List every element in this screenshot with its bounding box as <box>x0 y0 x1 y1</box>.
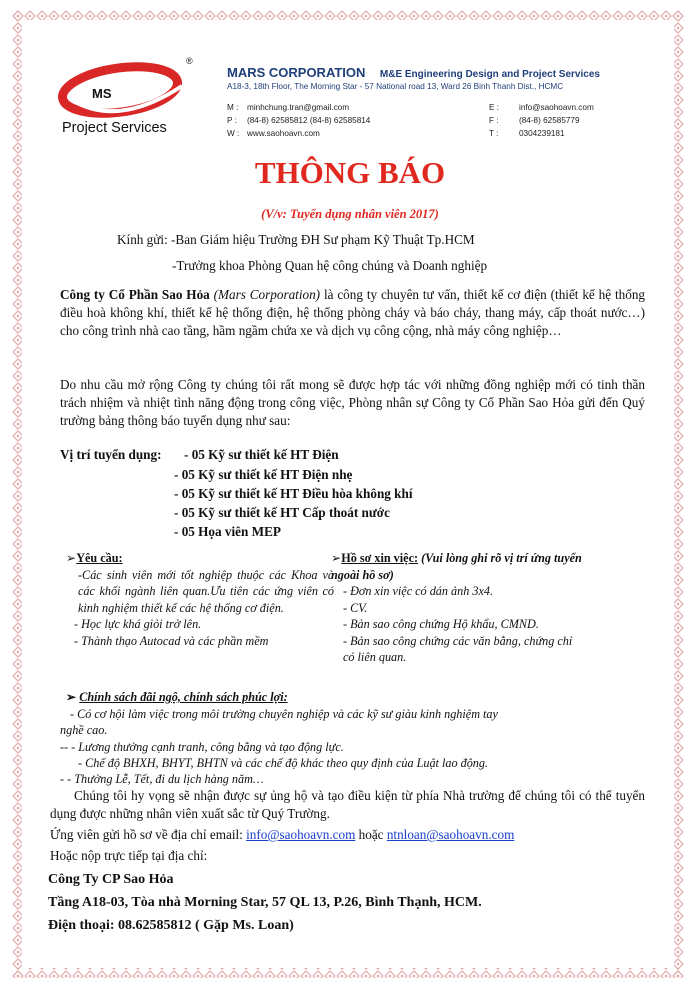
greeting-line-1: Kính gửi: -Ban Giám hiệu Trường ĐH Sư phạm Kỹ Thuật Tp.HCM <box>117 232 475 247</box>
position-item: - 05 Kỹ sư thiết kế HT Điện <box>184 447 339 462</box>
intro-company-en: (Mars Corporation) <box>209 287 321 302</box>
arrow-bullet-icon: ➢ <box>331 551 342 565</box>
company-subtitle: M&E Engineering Design and Project Services <box>379 69 600 80</box>
company-logo <box>58 56 198 142</box>
email-line: Ứng viên gửi hồ sơ về địa chỉ email: info@saohoavn.com hoặc ntnloan@saohoavn.com <box>50 827 515 842</box>
intro-company: Công ty Cổ Phần Sao Hỏa <box>60 287 210 302</box>
greeting-line-2: -Trưởng khoa Phòng Quan hệ công chúng và Doanh nghiệp <box>172 258 488 273</box>
benefit-item: - - Thưởng Lễ, Tết, đi du lịch hàng năm… <box>60 772 264 786</box>
intro-paragraph <box>60 286 645 340</box>
application-note: (Vui lòng ghi rõ vị trí ứng tuyển ngoài hồ sơ) <box>331 551 582 582</box>
contact-mail: minhchung.tran@gmail.com <box>247 103 350 112</box>
requirements-heading: Yêu cầu: <box>76 551 123 565</box>
footer-company: Công Ty CP Sao Hỏa <box>48 872 174 887</box>
registered-mark: ® <box>186 56 193 66</box>
company-name: MARS CORPORATION <box>227 65 366 80</box>
need-paragraph: Do nhu cầu mở rộng Công ty chúng tôi rất mong sẽ được hợp tác với những đồng nghiệp mới có tinh thần trách nhiệm và nhiệt tình năng động trong công việc, Phòng nhân sự Công ty Cổ Phần Sao Hỏa gửi đến Quý trường bảng thông báo tuyển dụng như sau: <box>60 377 645 428</box>
application-section <box>331 550 593 666</box>
closing-paragraph: Chúng tôi hy vọng sẽ nhận được sự ủng hộ và tạo điều kiện từ phía Nhà trường để chúng tôi có thể tuyển dụng được những nhân viên xuất sắc từ Quý Trường. <box>50 788 645 821</box>
footer-address: Tầng A18-03, Tòa nhà Morning Star, 57 QL 13, P.26, Bình Thạnh, HCM. <box>48 895 482 910</box>
benefit-item: nghề cao. <box>60 723 108 737</box>
email-link-loan[interactable]: ntnloan@saohoavn.com <box>386 827 515 842</box>
footer-phone: Điện thoại: 08.62585812 ( Gặp Ms. Loan) <box>48 918 294 933</box>
page-subtitle: (V/v: Tuyển dụng nhân viên 2017) <box>261 207 439 221</box>
application-item: - Bản sao công chứng các văn bằng, chứng chỉ có liên quan. <box>343 633 573 664</box>
logo-ms-text: MS <box>92 86 112 101</box>
benefit-item: - Có cơ hội làm việc trong môi trường chuyên nghiệp và các kỹ sư giàu kinh nghiệm tay <box>70 707 498 721</box>
page-title: THÔNG BÁO <box>254 155 446 190</box>
position-item: - 05 Kỹ sư thiết kế HT Điều hòa không khí <box>174 486 413 501</box>
contact-web: www.saohoavn.com <box>247 129 320 138</box>
position-item: - 05 Họa viên MEP <box>174 524 281 539</box>
application-item: - Đơn xin việc có dán ảnh 3x4. <box>343 584 493 598</box>
position-item: - 05 Kỹ sư thiết kế HT Điện nhẹ <box>174 467 353 482</box>
email-link-info[interactable]: info@saohoavn.com <box>246 827 356 842</box>
application-item: - CV. <box>343 600 368 615</box>
benefit-item: - Chế độ BHXH, BHYT, BHTN và các chế độ khác theo quy định của Luật lao động. <box>78 756 489 770</box>
requirement-item: - Học lực khá giỏi trở lên. <box>74 617 202 631</box>
requirement-item: - Thành thạo Autocad và các phần mềm <box>74 633 269 648</box>
intro-text: là công ty chuyên tư vấn, thiết kế cơ điện (thiết kế hệ thống điều hoà không khí, thiết kế hệ thống điện, hệ thống phòng cháy và báo cháy, thang máy, cấp thoát nước…) cho công trình nhà cao tầng, hầm ngầm chứa xe và dịch vụ công cộng, nhà máy công nghiệp… <box>60 287 646 338</box>
position-item: - 05 Kỹ sư thiết kế HT Cấp thoát nước <box>174 505 390 520</box>
contacts-left: M : minhchung.tran@gmail.com P : (84-8) 62585812 (84-8) 62585814 W : www.saohoavn.com <box>227 103 371 138</box>
contacts-right: E : info@saohoavn.com F : (84-8) 62585779 T : 0304239181 <box>489 103 594 138</box>
contact-email: info@saohoavn.com <box>519 103 594 112</box>
company-header <box>227 64 600 82</box>
logo-caption: Project Services <box>62 120 167 136</box>
contact-fax: (84-8) 62585779 <box>519 116 580 125</box>
requirement-item: -Các sinh viên mới tốt nghiệp thuộc các Khoa và các khối ngành liên quan.Ưu tiên các ứng viên có kinh nghiệm thiết kế các hệ thống cơ điện. <box>78 567 334 615</box>
application-heading: Hồ sơ xin việc: <box>341 551 419 565</box>
requirements-section <box>66 550 334 649</box>
direct-submit-line: Hoặc nộp trực tiếp tại địa chỉ: <box>50 848 208 863</box>
application-item: - Bản sao công chứng Hộ khẩu, CMND. <box>343 617 539 631</box>
contact-tax: 0304239181 <box>519 129 565 138</box>
benefits-heading-row <box>66 689 288 706</box>
company-address: A18-3, 18th Floor, The Morning Star - 57 National road 13, Ward 26 Binh Thanh Dist., HCMC <box>227 82 564 91</box>
contact-phone: (84-8) 62585812 (84-8) 62585814 <box>247 116 371 125</box>
benefits-heading: Chính sách đãi ngộ, chính sách phúc lợi: <box>79 690 288 704</box>
benefit-item: -- - Lương thưởng cạnh tranh, công bằng và tạo động lực. <box>60 740 344 754</box>
arrow-bullet-icon: ➢ <box>66 690 80 704</box>
positions-label: Vị trí tuyển dụng: <box>60 447 162 462</box>
arrow-bullet-icon: ➢ <box>66 551 77 565</box>
